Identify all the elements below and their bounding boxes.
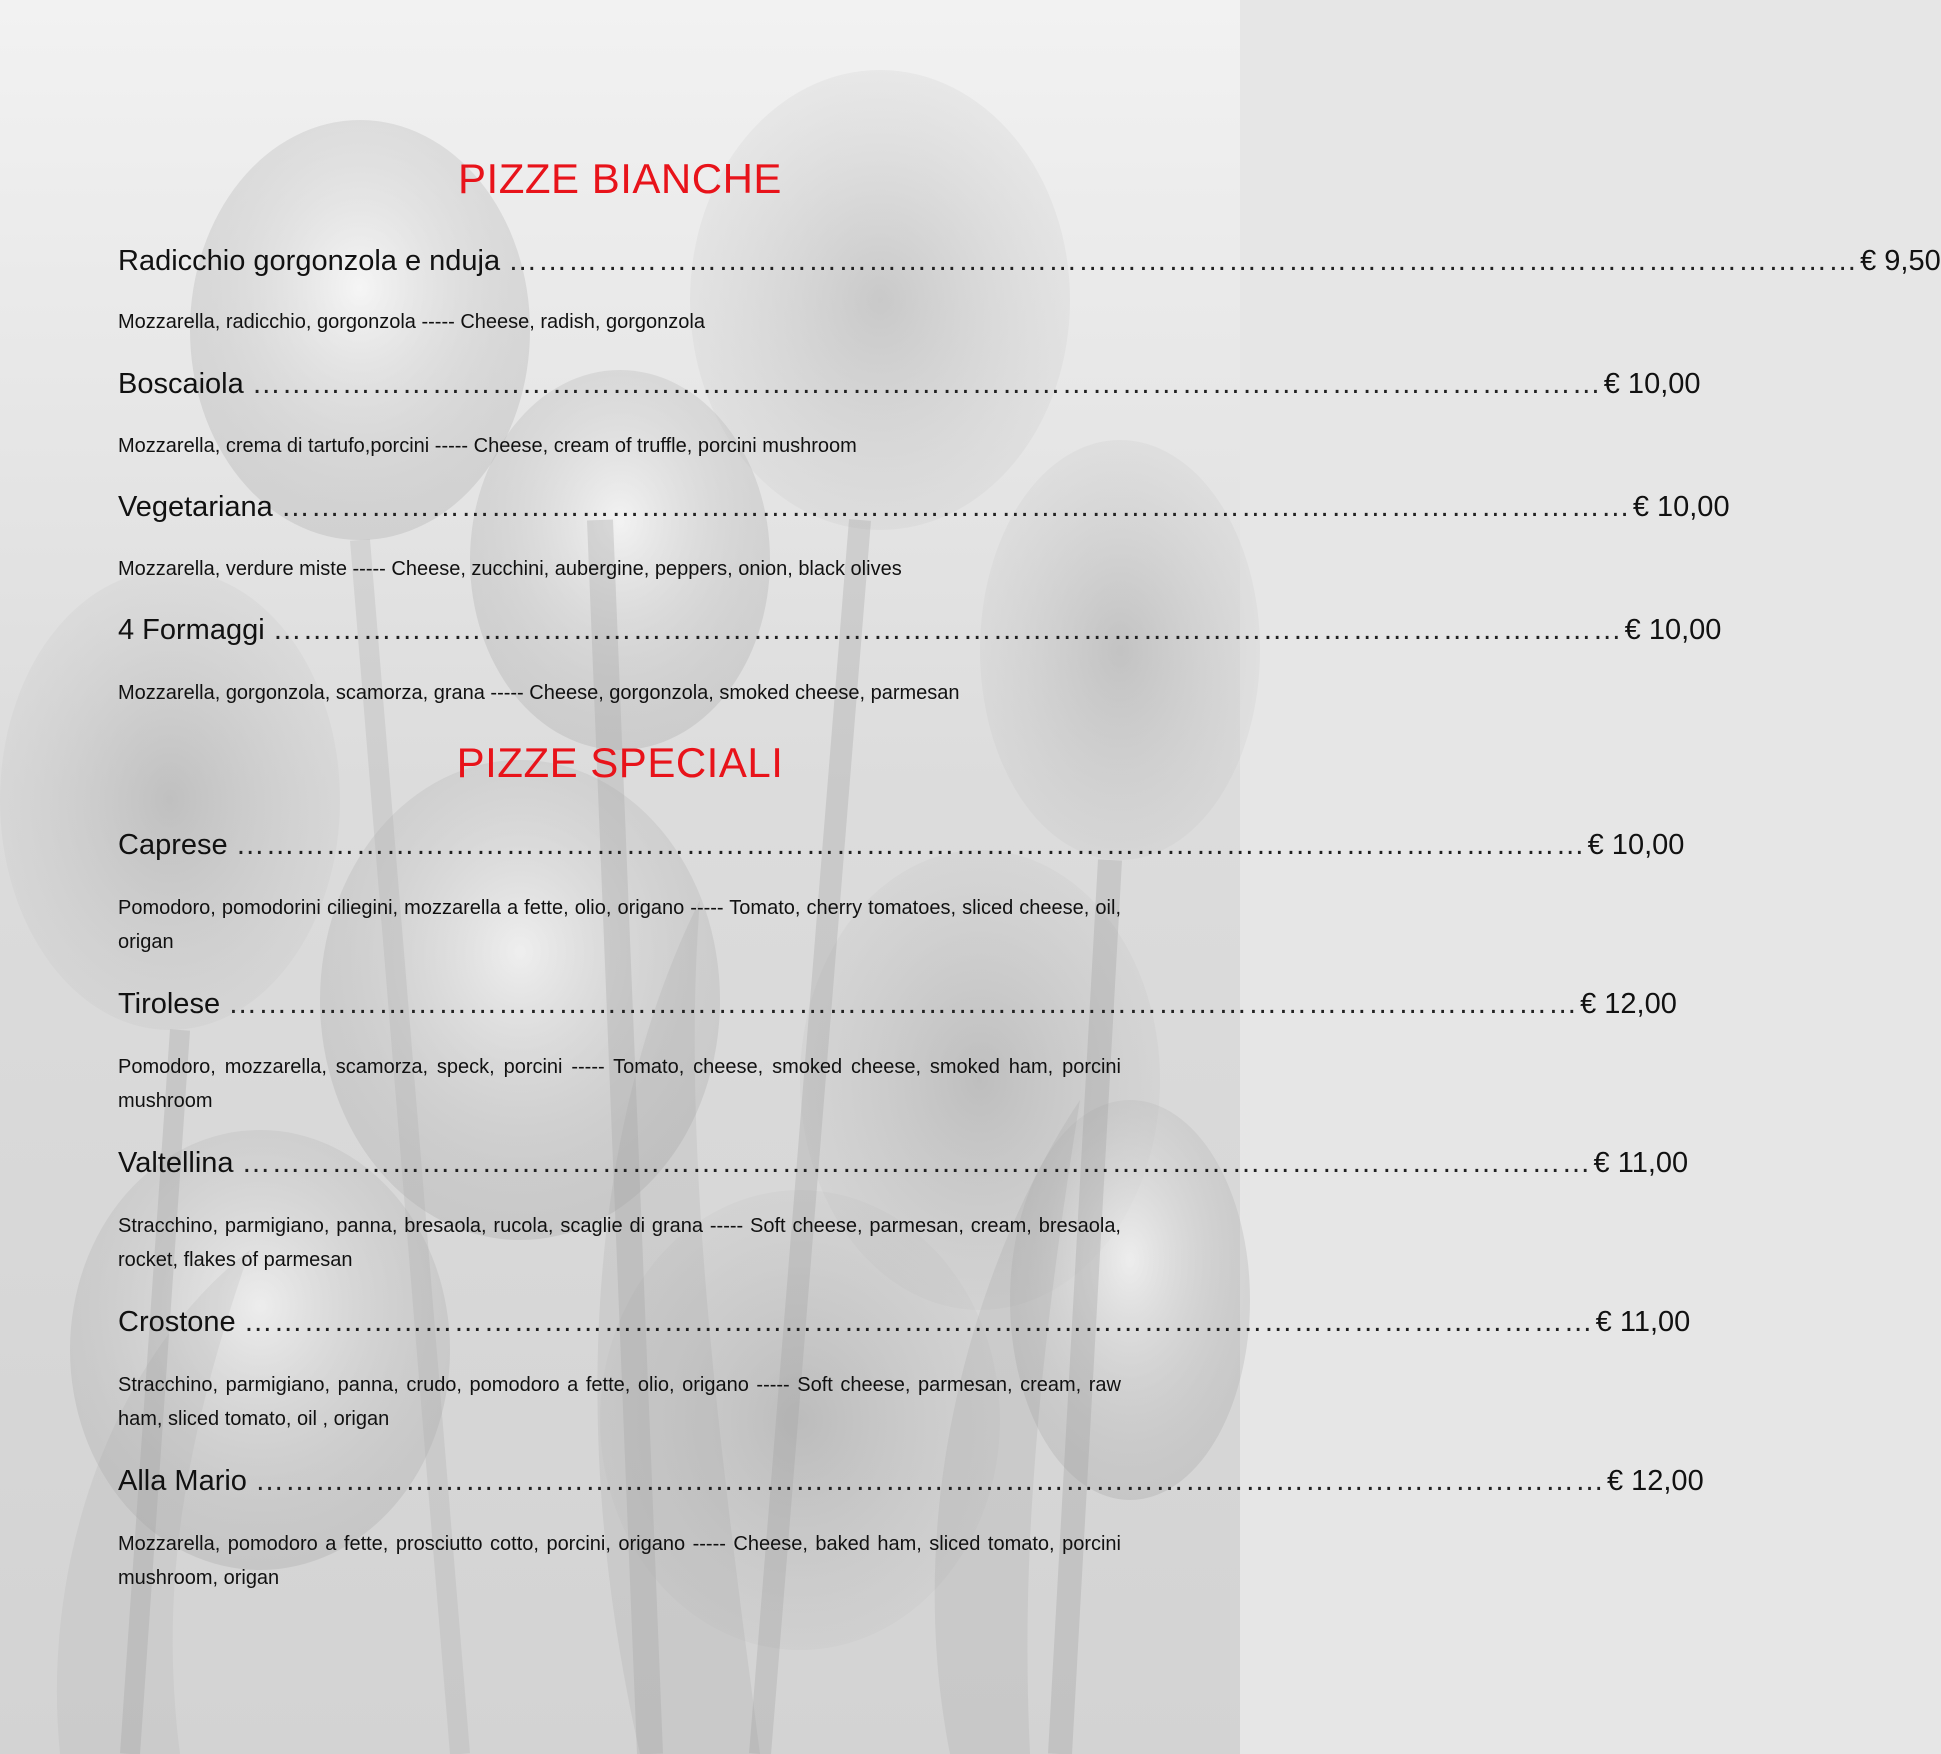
menu-item-alla-mario [118,1461,1704,1501]
dot-leader: ……………………………………………………………………………………………………………………… [280,491,1631,523]
item-name: 4 Formaggi [118,614,265,646]
item-name: Crostone [118,1306,236,1338]
section-title-pizze-speciali: PIZZE SPECIALI [456,739,784,786]
dot-leader: ……………………………………………………………………………………………………………………… [243,1306,1594,1338]
item-price: € 11,00 [1595,1306,1691,1338]
item-description: Mozzarella, crema di tartufo,porcini ----- Cheese, cream of truffle, porcini mushroom [118,435,857,457]
item-description: Pomodoro, mozzarella, scamorza, speck, porcini ----- Tomato, cheese, smoked cheese, smoked ham, porcini mushroom [118,1056,1121,1112]
dot-leader: ……………………………………………………………………………………………………………………… [508,245,1859,277]
menu-item-valtellina [118,1143,1689,1183]
dot-leader: ……………………………………………………………………………………………………………………… [228,988,1579,1020]
menu-item-radicchio [118,241,1941,281]
item-name: Radicchio gorgonzola e nduja [118,245,501,277]
item-price: € 10,00 [1632,491,1730,523]
item-description: Mozzarella, gorgonzola, scamorza, grana ----- Cheese, gorgonzola, smoked cheese, parmesan [118,682,960,704]
item-description: Mozzarella, pomodoro a fette, prosciutto cotto, porcini, origano ----- Cheese, baked ham, sliced tomato, porcini mushroom, origan [118,1533,1121,1589]
item-price: € 10,00 [1603,368,1701,400]
item-description: Stracchino, parmigiano, panna, bresaola, rucola, scaglie di grana ----- Soft cheese, parmesan, cream, bresaola, rocket, flakes of parmesan [118,1215,1121,1271]
section-title-pizze-bianche: PIZZE BIANCHE [458,155,782,202]
menu-item-vegetariana [118,487,1730,527]
menu-item-crostone [118,1302,1691,1342]
item-price: € 12,00 [1606,1465,1704,1497]
menu-item-4-formaggi [118,610,1722,650]
dot-leader: ……………………………………………………………………………………………………………………… [254,1465,1605,1497]
item-name: Valtellina [118,1147,234,1179]
item-price: € 10,00 [1624,614,1722,646]
item-name: Boscaiola [118,368,244,400]
item-price: € 10,00 [1587,829,1685,861]
dot-leader: ……………………………………………………………………………………………………………………… [235,829,1586,861]
menu-item-tirolese [118,984,1677,1024]
item-name: Tirolese [118,988,221,1020]
dot-leader: ……………………………………………………………………………………………………………………… [272,614,1623,646]
menu-item-caprese [118,825,1685,865]
item-price: € 12,00 [1580,988,1677,1020]
menu-item-boscaiola [118,364,1701,404]
item-description: Pomodoro, pomodorini ciliegini, mozzarella a fette, olio, origano ----- Tomato, cherry tomatoes, sliced cheese, oil, origan [118,897,1121,953]
item-price: € 9,50 [1860,245,1941,277]
item-name: Caprese [118,829,228,861]
item-description: Mozzarella, verdure miste ----- Cheese, zucchini, aubergine, peppers, onion, black olives [118,558,902,580]
item-name: Alla Mario [118,1465,247,1497]
dot-leader: ……………………………………………………………………………………………………………………… [241,1147,1592,1179]
item-description: Mozzarella, radicchio, gorgonzola ----- Cheese, radish, gorgonzola [118,311,705,333]
item-name: Vegetariana [118,491,273,523]
dot-leader: ……………………………………………………………………………………………………………………… [251,368,1602,400]
item-description: Stracchino, parmigiano, panna, crudo, pomodoro a fette, olio, origano ----- Soft cheese, parmesan, cream, raw ham, sliced tomato, oil , origan [118,1374,1121,1430]
item-price: € 11,00 [1593,1147,1689,1179]
